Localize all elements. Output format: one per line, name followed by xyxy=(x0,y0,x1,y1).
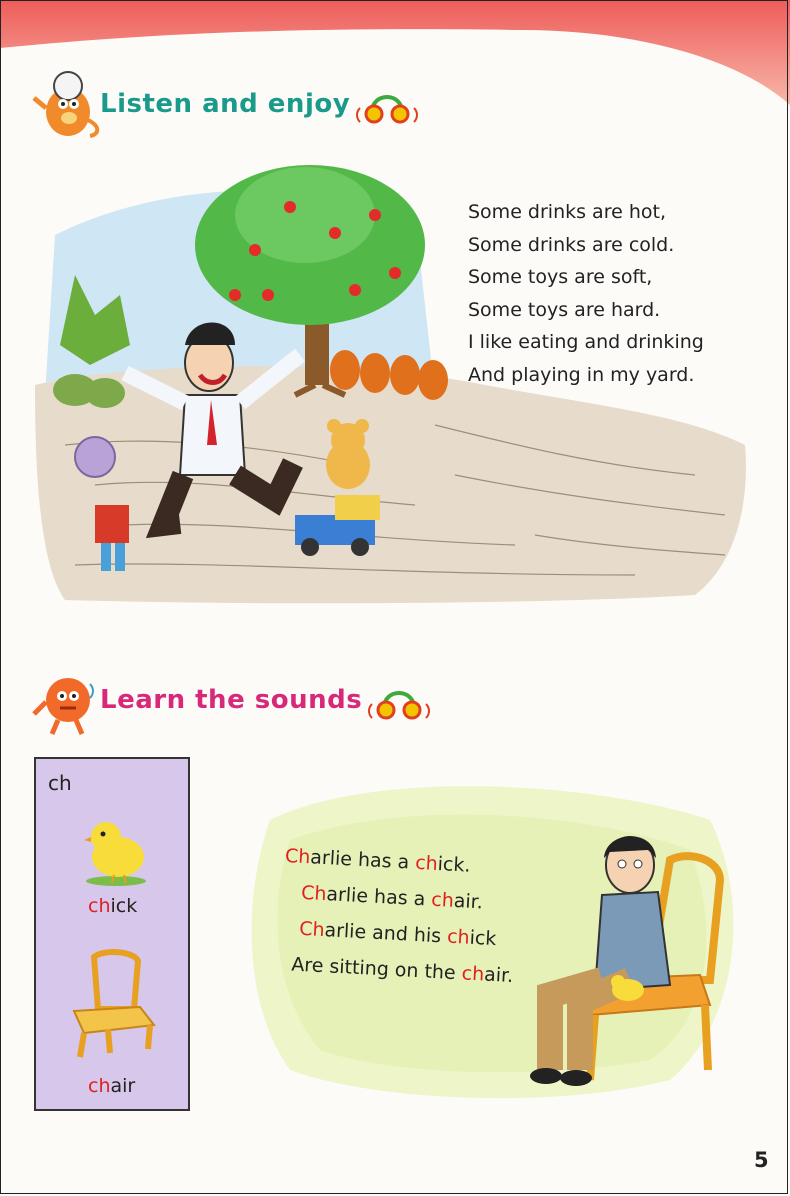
chant-text-part: Are sitting on the xyxy=(290,953,463,985)
poem-line: Some toys are hard. xyxy=(468,298,661,321)
poem-text xyxy=(468,196,704,392)
chant-text-part: arlie has a xyxy=(309,846,416,874)
poem-line: Some drinks are hot, xyxy=(468,201,666,223)
sound-label: ch xyxy=(48,771,72,795)
chant-text-part: air. xyxy=(453,889,484,914)
chant-text-part: arlie and his xyxy=(323,919,448,948)
listen-and-enjoy-heading xyxy=(30,68,420,140)
highlight-letters: ch xyxy=(430,888,455,912)
chant-text xyxy=(278,838,519,994)
chant-text-part: ick. xyxy=(437,852,472,877)
poem-line: Some drinks are cold. xyxy=(468,233,675,256)
highlight-letters: Ch xyxy=(284,844,311,869)
poem-line: Some toys are soft, xyxy=(468,266,653,289)
card-word-chick xyxy=(88,895,137,917)
highlight-letters: Ch xyxy=(300,881,328,906)
orange-mascot-icon xyxy=(30,664,100,736)
card-word-chair xyxy=(88,1075,135,1097)
section-title: Listen and enjoy xyxy=(100,89,351,119)
word-rest: ick xyxy=(110,895,138,917)
headphones-icon xyxy=(350,84,420,124)
highlight-letters: ch xyxy=(414,851,439,875)
chant-text-part: arlie has a xyxy=(325,883,432,911)
word-rest: air xyxy=(110,1075,136,1097)
chick-image xyxy=(76,809,156,889)
highlight-letters: ch xyxy=(88,895,111,917)
headphones-icon xyxy=(362,680,432,720)
chant-text-part: ick xyxy=(469,926,497,951)
chair-image xyxy=(64,949,160,1061)
poem-line: And playing in my yard. xyxy=(468,363,695,386)
monkey-mascot-icon xyxy=(30,68,100,140)
highlight-letters: ch xyxy=(88,1075,111,1097)
highlight-letters: Ch xyxy=(298,917,326,942)
section-title: Learn the sounds xyxy=(100,685,363,715)
page-number: 5 xyxy=(754,1148,769,1172)
highlight-letters: ch xyxy=(446,925,471,949)
chant-text-part: air. xyxy=(483,963,514,988)
learn-the-sounds-heading xyxy=(30,664,432,736)
highlight-letters: ch xyxy=(461,962,485,986)
poem-line: I like eating and drinking xyxy=(468,331,704,354)
phonics-card xyxy=(34,757,190,1111)
